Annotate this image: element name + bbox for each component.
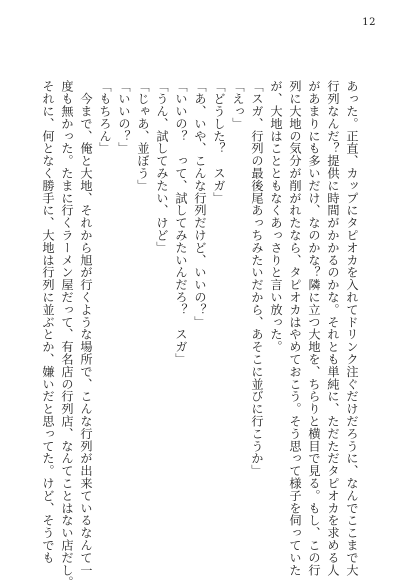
text-line: 「じゃあ、並ぼう」 bbox=[136, 80, 150, 192]
text-line: それに、何となく勝手に、大地は行列に並ぶとか、嫌いだと思ってた。けど、そうでも bbox=[41, 80, 55, 564]
text-line: 度も無かった。たまに行くラーメン屋だって、有名店の行列店、なんてことはない店だし。 bbox=[60, 80, 74, 588]
text-line: が、大地はことともなくあっさりと言い放った。 bbox=[269, 80, 283, 353]
text-line: 「うん、試してみたい、けど」 bbox=[155, 80, 169, 254]
text-line: 「もちろん」 bbox=[98, 80, 112, 155]
text-line: 「いいの？」 bbox=[117, 80, 131, 155]
page-number: 12 bbox=[362, 17, 376, 28]
text-line: があまりにも多いだけ、なのかな？隣に立つ大地を、ちらりと横目で見る。もし、この行 bbox=[307, 80, 321, 576]
text-line: 「いいの？ って、試してみたいんだろ？ スガ」 bbox=[174, 80, 188, 366]
text-line: あった。正直、カップにタピオカを入れてドリンク注ぐだけだろうに、なんでここまで大 bbox=[345, 80, 359, 576]
text-line: 列に大地の気分が削がれたなら、タピオカはやめておこう。そう思って様子を伺っていた bbox=[288, 80, 302, 576]
text-line: 「スガ、行列の最後尾あっちみたいだから、あそこに並びに行こうか」 bbox=[250, 80, 264, 477]
text-line: 今まで、俺と大地、それから旭が行くような場所で、こんな行列が出来ているなんて一 bbox=[79, 80, 93, 576]
text-line: 「あ、いや、こんな行列だけど、いいの？」 bbox=[193, 80, 207, 328]
body-text bbox=[41, 80, 359, 588]
text-line: 行列なんだ？提供に時間がかかるのかな。それとも単純に、ただただタピオカを求める人 bbox=[326, 80, 340, 576]
text-line: 「えっ」 bbox=[231, 80, 245, 130]
text-line: 「どうした？ スガ」 bbox=[212, 80, 226, 204]
